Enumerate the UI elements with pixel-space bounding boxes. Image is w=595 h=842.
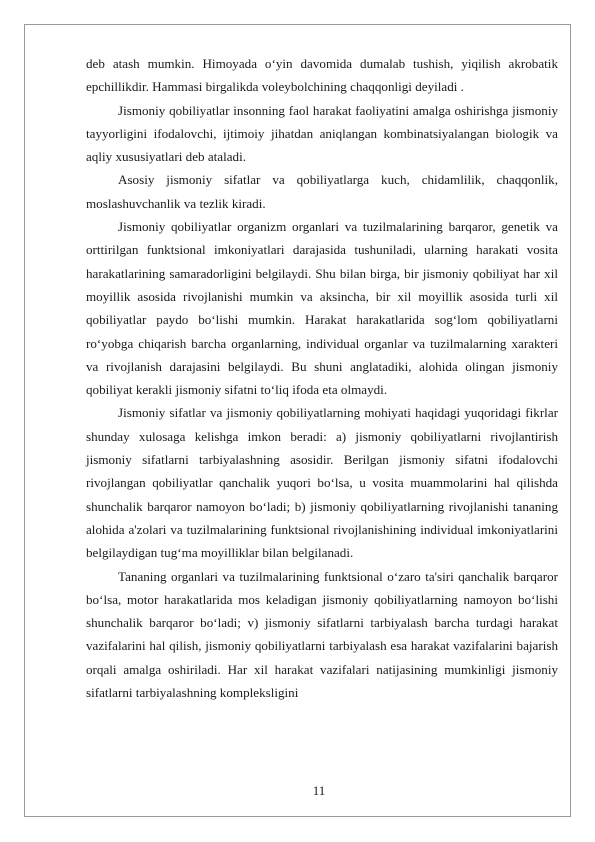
paragraph-main-qualities: Asosiy jismoniy sifatlar va qobiliyatlarga kuch, chidamlilik, chaqqonlik, moslashuvchanlik va tezlik kiradi. [86,172,558,211]
paragraph-continuation: deb atash mumkin. Himoyada o‘yin davomida dumalab tushish, yiqilish akrobatik epchillikdir. Hammasi birgalikda voleybolchining chaqqonligi deyiladi . [86,56,558,95]
page-number: 11 [312,783,326,798]
document-body [86,52,558,704]
paragraph-abilities: Jismoniy qobiliyatlar organizm organlari va tuzilmalarining barqaror, genetik va orttirilgan funktsional imkoniyatlari darajasida tushuniladi, ularning harakati vosita harakatlarining samaradorligini belgilaydi. Shu bilan birga, bir jismoniy qobiliyat har xil moyillik asosida rivojlanishi mumkin va aksincha, bir xil moyillik asosida turli xil qobiliyatlar paydo bo‘lishi mumkin. Harakat harakatlarida sog‘lom qobiliyatlarni ro‘yobga chiqarish barcha organlarning, individual organlar va tuzilmalarning xarakteri va rivojlanish darajasini belgilaydi. Bu shuni anglatadiki, alohida olingan jismoniy qobiliyat kerakli jismoniy sifatni to‘liq ifoda eta olmaydi. [86,219,558,398]
paragraph-conclusions: Jismoniy sifatlar va jismoniy qobiliyatlarning mohiyati haqidagi yuqoridagi fikrlar shunday xulosaga kelishga imkon beradi: a) jismoniy qobiliyatlarni rivojlantirish jismoniy sifatlarni tarbiyalashning asosidir. Berilgan jismoniy sifatni ifodalovchi rivojlangan qobiliyatlar qanchalik yuqori bo‘lsa, u vosita muammolarini hal qilishda shunchalik barqaror namoyon bo‘ladi; b) jismoniy qobiliyatlarning rivojlanishi tananing alohida a'zolari va tuzilmalarining funktsional rivojlanishining individual imkoniyatlarini belgilaydigan tug‘ma moyilliklar bilan belgilanadi. [86,405,558,561]
paragraph-definition: Jismoniy qobiliyatlar insonning faol harakat faoliyatini amalga oshirishga jismoniy tayyorligini ifodalovchi, ijtimoiy jihatdan aniqlangan kombinatsiyalangan biologik va aqliy xususiyatlari deb ataladi. [86,102,558,165]
paragraph-interaction: Tananing organlari va tuzilmalarining funktsional o‘zaro ta'siri qanchalik barqaror bo‘lsa, motor harakatlarida mos keladigan jismoniy qobiliyatlarning namoyon bo‘lishi shunchalik barqaror bo‘ladi; v) jismoniy sifatlarni tarbiyalash barcha turdagi harakat vazifalarini hal qilish, jismoniy qobiliyatlarni tarbiyalash esa harakat vazifalarini bajarish orqali amalga oshiriladi. Har xil harakat vazifalari natijasining mumkinligi jismoniy sifatlarni tarbiyalashning kompleksligini [86,568,558,701]
